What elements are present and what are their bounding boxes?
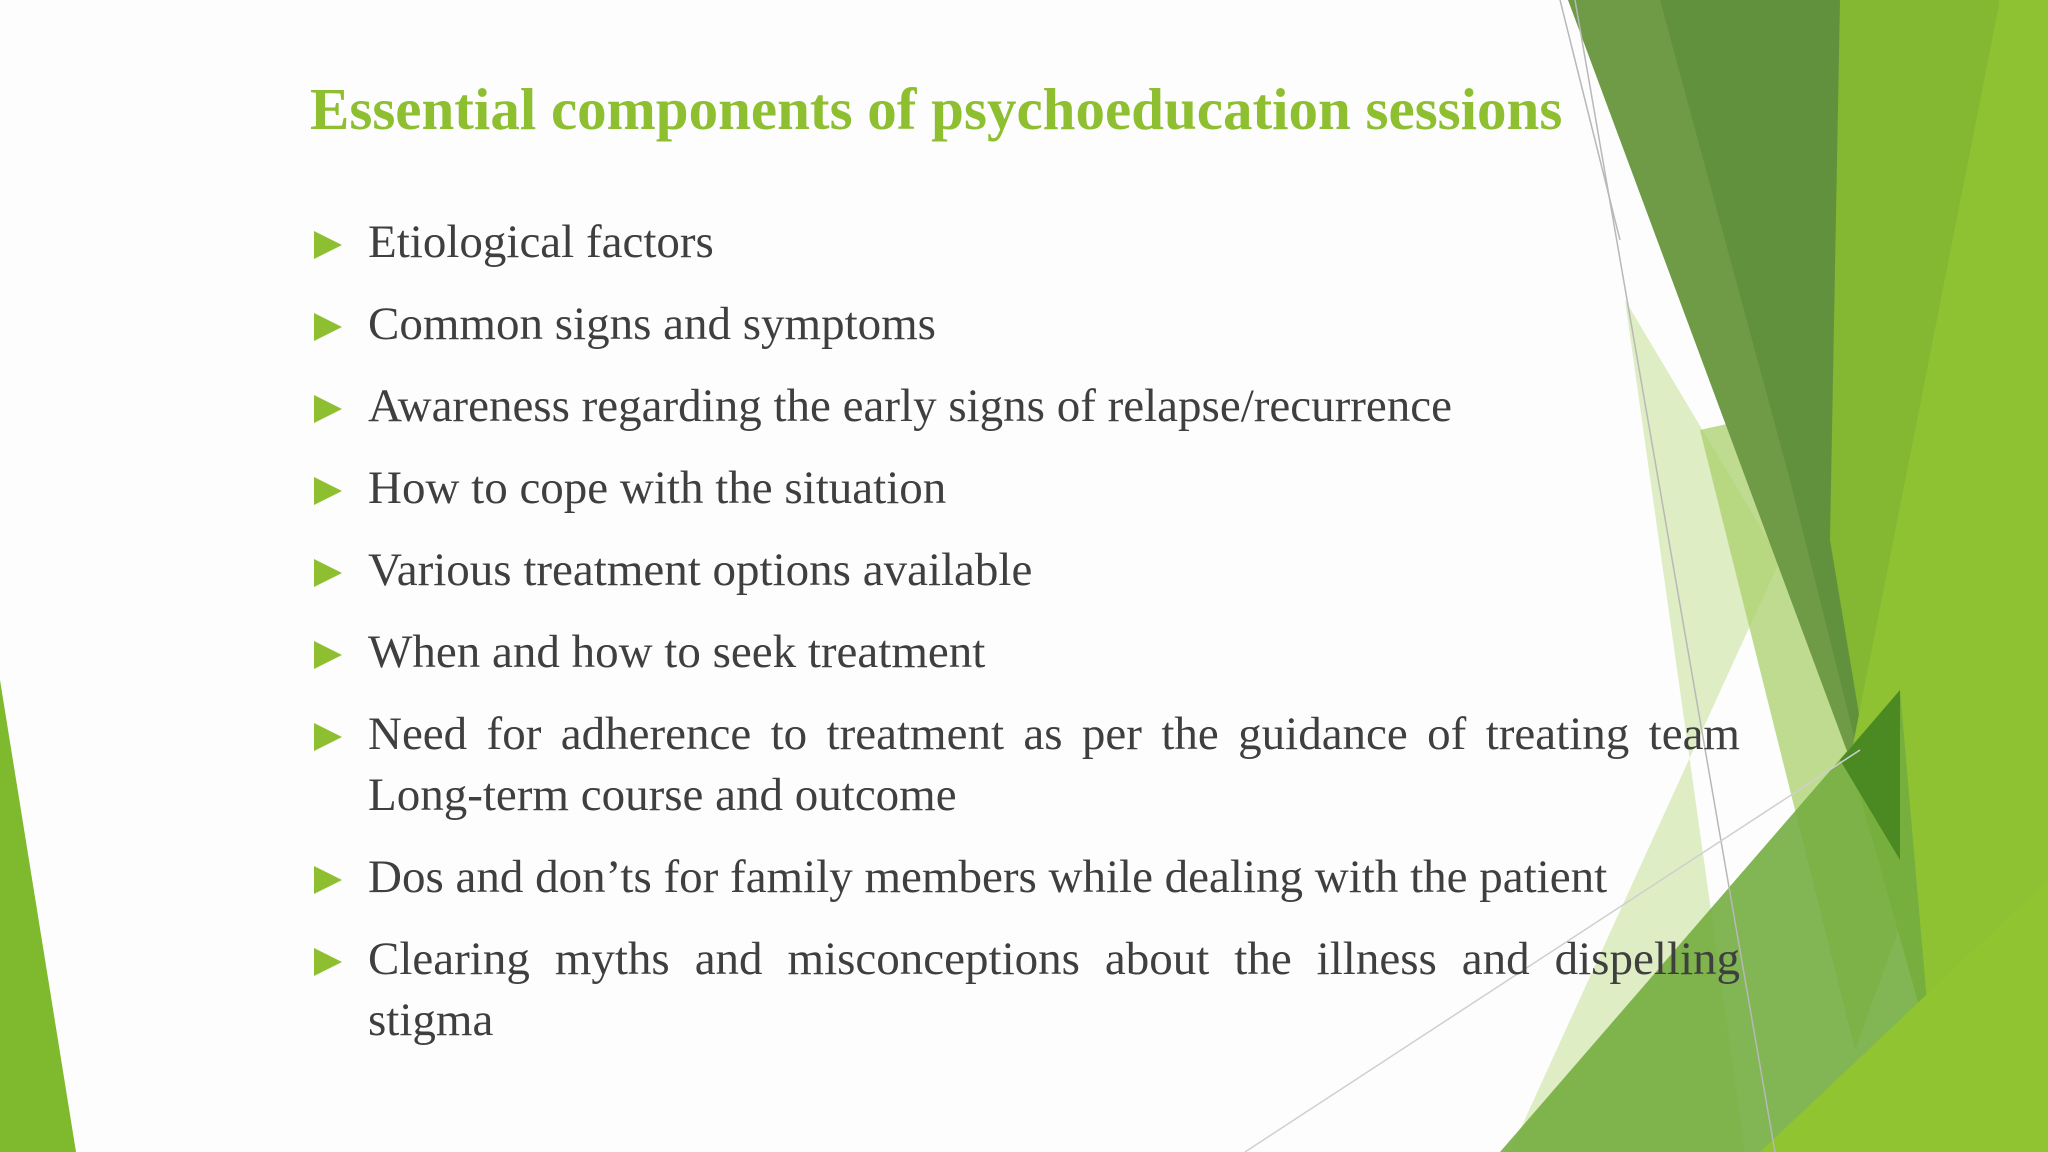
bullet-text: Dos and don’ts for family members while dealing with the patient — [368, 851, 1608, 903]
bullet-item — [310, 212, 1740, 273]
bullet-item — [310, 704, 1740, 826]
slide-title: Essential components of psychoeducation sessions — [310, 76, 1563, 142]
bullet-text: Various treatment options available — [368, 544, 1033, 596]
bullet-list — [310, 212, 1740, 1072]
bullet-text: Need for adherence to treatment as per the guidance of treating team Long-term course and outcome — [368, 708, 1740, 821]
triangle-right-icon — [314, 559, 342, 587]
bullet-text: Common signs and symptoms — [368, 298, 936, 350]
triangle-right-icon — [314, 395, 342, 423]
bullet-text: Etiological factors — [368, 216, 714, 268]
triangle-right-icon — [314, 313, 342, 341]
left-green-shape — [0, 680, 76, 1152]
bullet-item — [310, 847, 1740, 908]
triangle-right-icon — [314, 231, 342, 259]
bullet-item — [310, 929, 1740, 1051]
bullet-item — [310, 458, 1740, 519]
bullet-item — [310, 540, 1740, 601]
triangle-right-icon — [314, 641, 342, 669]
triangle-right-icon — [314, 477, 342, 505]
triangle-right-icon — [314, 723, 342, 751]
bullet-text: When and how to seek treatment — [368, 626, 986, 678]
triangle-right-icon — [314, 948, 342, 976]
bullet-text: Awareness regarding the early signs of relapse/recurrence — [368, 380, 1453, 432]
bullet-text: How to cope with the situation — [368, 462, 947, 514]
bullet-item — [310, 622, 1740, 683]
bullet-item — [310, 294, 1740, 355]
bullet-text: Clearing myths and misconceptions about the illness and dispelling stigma — [368, 933, 1740, 1046]
triangle-right-icon — [314, 866, 342, 894]
bullet-item — [310, 376, 1740, 437]
